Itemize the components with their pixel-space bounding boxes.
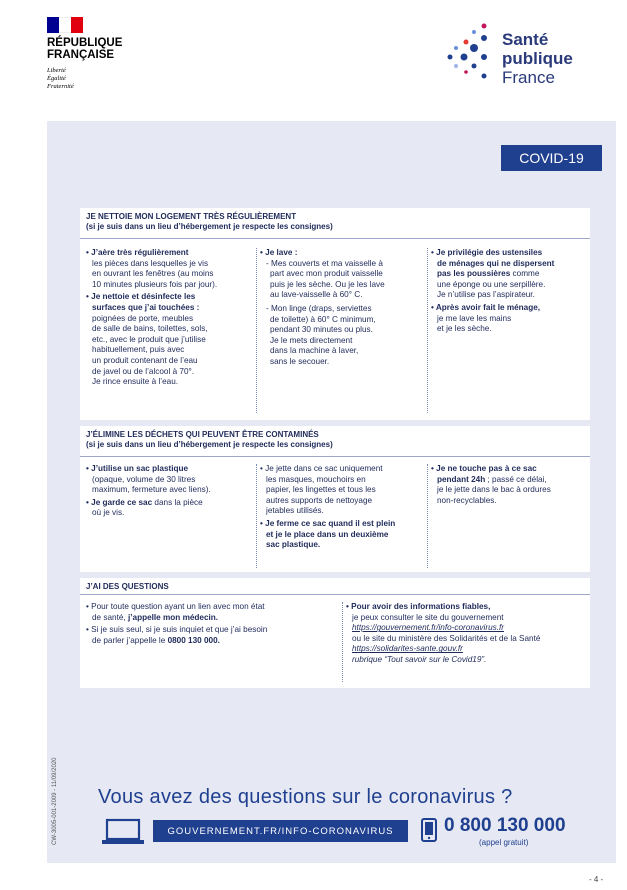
- section-divider: [80, 456, 590, 457]
- text-line: dans la pièce: [152, 497, 203, 507]
- rf-title-line2: FRANÇAISE: [47, 49, 115, 61]
- list-item: [86, 464, 254, 496]
- rf-motto-egalite: Égalité: [47, 75, 66, 82]
- list-item: [260, 519, 425, 551]
- french-flag-logo: [47, 17, 83, 33]
- text-line: une éponge ou une serpillère.: [437, 279, 546, 289]
- page-number: - 4 -: [589, 875, 604, 884]
- text-line: sans le secouer.: [270, 356, 330, 366]
- text-line: - Mon linge (draps, serviettes: [266, 303, 372, 313]
- bold-text: • Je nettoie et désinfecte les: [86, 292, 196, 302]
- spf-line2: publique: [502, 49, 573, 68]
- cleaning-col1: [86, 248, 254, 390]
- bold-text: j’appelle mon médecin.: [127, 612, 219, 622]
- sante-publique-france-logo: [502, 30, 573, 87]
- list-item: [346, 602, 586, 666]
- text-line: puis je les sèche. Ou je les lave: [270, 279, 385, 289]
- bold-text: et je le place dans un deuxième: [266, 529, 389, 539]
- list-item: [86, 602, 336, 623]
- list-item: [86, 248, 254, 290]
- bold-text: • Je ferme ce sac quand il est plein: [260, 518, 396, 528]
- section-cleaning-subtitle: (si je suis dans un lieu d’hébergement je respecte les consignes): [86, 222, 333, 231]
- waste-col2: [260, 464, 425, 553]
- bold-text: sac plastique.: [266, 540, 321, 550]
- rf-motto-fraternite: Fraternité: [47, 83, 74, 90]
- section-questions-heading: [86, 582, 169, 592]
- text-line: de parler j’appelle le: [92, 635, 168, 645]
- text-line: part avec mon produit vaisselle: [270, 269, 383, 279]
- text-line: • Pour toute question ayant un lien avec mon état: [86, 602, 265, 611]
- section-divider: [80, 594, 590, 595]
- text-line: autres supports de nettoyage: [266, 495, 373, 505]
- text-line: je peux consulter le site du gouvernement: [352, 612, 504, 622]
- cleaning-col3: [431, 248, 587, 337]
- gouvernement-url-button[interactable]: GOUVERNEMENT.FR/INFO-CORONAVIRUS: [153, 820, 408, 842]
- text-line: maximum, fermeture avec liens).: [92, 485, 211, 495]
- text-line: comme: [510, 269, 540, 279]
- spf-line1: Santé: [502, 30, 549, 49]
- text-line: - Mes couverts et ma vaisselle à: [266, 258, 383, 268]
- bold-text: • Je lave :: [260, 248, 298, 257]
- text-line: en ouvrant les fenêtres (au moins: [92, 269, 214, 279]
- bold-text: • Pour avoir des informations fiables,: [346, 602, 491, 611]
- text-line: et je les sèche.: [437, 324, 492, 334]
- text-line: de santé,: [92, 612, 128, 622]
- solidarites-sante-link[interactable]: https://solidarites-sante.gouv.fr: [352, 644, 463, 654]
- text-line: papier, les lingettes et tous les: [266, 485, 376, 495]
- text-line: où je vis.: [92, 508, 125, 518]
- section-divider: [80, 238, 590, 239]
- text-line: ; passé ce délai,: [485, 474, 547, 484]
- bold-text: • Après avoir fait le ménage,: [431, 302, 541, 312]
- bold-text: surfaces que j’ai touchées :: [92, 302, 200, 312]
- list-item: [260, 248, 425, 368]
- bold-text: pendant 24h: [437, 474, 486, 484]
- section-cleaning-title: JE NETTOIE MON LOGEMENT TRÈS RÉGULIÈREMENT: [86, 212, 297, 221]
- text-line: • Si je suis seul, si je suis inquiet et que j’ai besoin: [86, 625, 268, 635]
- text-line: non-recyclables.: [437, 495, 497, 505]
- waste-col1: [86, 464, 254, 521]
- rf-motto-liberte: Liberté: [47, 67, 66, 74]
- text-line: de toilette) à 60° C minimum,: [270, 314, 376, 324]
- text-line: jetables utilisés.: [266, 506, 324, 516]
- text-line: les masques, mouchoirs en: [266, 474, 366, 484]
- text-line: un produit contenant de l’eau: [92, 355, 198, 365]
- list-item: [86, 292, 254, 387]
- text-line: habituellement, puis avec: [92, 345, 185, 355]
- questions-col1: [86, 602, 336, 648]
- bold-text: • J’aère très régulièrement: [86, 248, 189, 257]
- section-waste-heading: [86, 430, 333, 450]
- list-item: [431, 248, 587, 301]
- waste-col3: [431, 464, 587, 508]
- text-line: pendant 30 minutes ou plus.: [270, 325, 373, 335]
- text-line: poignées de porte, meubles: [92, 313, 194, 323]
- list-item: [260, 464, 425, 517]
- section-waste-title: J’ÉLIMINE LES DÉCHETS QUI PEUVENT ÊTRE CONTAMINÉS: [86, 430, 319, 439]
- list-item: [86, 625, 336, 646]
- text-line: 10 minutes plusieurs fois par jour).: [92, 279, 218, 289]
- text-line: • Je jette dans ce sac uniquement: [260, 464, 383, 473]
- text-line: (opaque, volume de 30 litres: [92, 474, 196, 484]
- laptop-icon: [101, 818, 145, 846]
- text-line: de javel ou de l’alcool à 70°.: [92, 366, 195, 376]
- section-waste: [80, 426, 590, 572]
- column-divider: [256, 464, 257, 568]
- text-line: Je rince ensuite à l’eau.: [92, 377, 179, 387]
- phone-note: (appel gratuit): [479, 838, 529, 847]
- phone-icon: [421, 818, 437, 842]
- spf-dots-logo-icon: [444, 22, 496, 94]
- section-questions: [80, 578, 590, 688]
- text-line: de salle de bains, toilettes, sols,: [92, 324, 208, 334]
- bold-text: de ménages qui ne dispersent: [437, 258, 555, 268]
- column-divider: [427, 464, 428, 568]
- gouvernement-link[interactable]: https://gouvernement.fr/info-coronavirus.fr: [352, 623, 504, 633]
- column-divider: [427, 248, 428, 413]
- cleaning-col2: [260, 248, 425, 370]
- column-divider: [342, 602, 343, 682]
- text-line: je me lave les mains: [437, 313, 512, 323]
- text-line: les pièces dans lesquelles je vis: [92, 258, 209, 268]
- questions-col2: [346, 602, 586, 668]
- bold-text: 0800 130 000.: [167, 635, 220, 645]
- rf-title-line1: RÉPUBLIQUE: [47, 37, 123, 49]
- bold-text: • J’utilise un sac plastique: [86, 464, 189, 473]
- section-waste-subtitle: (si je suis dans un lieu d’hébergement je respecte les consignes): [86, 440, 333, 449]
- text-line: Je le mets directement: [270, 335, 353, 345]
- section-cleaning-heading: [86, 212, 333, 232]
- section-questions-title: J’AI DES QUESTIONS: [86, 582, 169, 591]
- text-line: rubrique “Tout savoir sur le Covid19”.: [352, 654, 487, 664]
- text-line: au lave-vaisselle à 60° C.: [270, 290, 363, 300]
- text-line: dans la machine à laver,: [270, 346, 359, 356]
- footer-question: Vous avez des questions sur le coronavirus ?: [98, 786, 513, 808]
- bold-text: • Je privilégie des ustensiles: [431, 248, 543, 257]
- document-reference: CW-3005-001-2009 - 11/09/2020: [52, 757, 58, 845]
- bold-text: • Je garde ce sac: [86, 497, 153, 507]
- text-line: je le jette dans le bac à ordures: [437, 485, 551, 495]
- text-line: Je n’utilise pas l’aspirateur.: [437, 290, 535, 300]
- republique-francaise-title: [47, 37, 122, 61]
- bold-text: pas les poussières: [437, 269, 511, 279]
- spf-line3: France: [502, 68, 555, 87]
- text-line: ou le site du ministère des Solidarités et de la Santé: [352, 633, 541, 643]
- section-cleaning: [80, 208, 590, 420]
- rf-motto: [47, 67, 74, 91]
- covid-badge: COVID-19: [501, 145, 602, 171]
- text-line: etc., avec le produit que j’utilise: [92, 334, 206, 344]
- list-item: [431, 464, 587, 506]
- phone-number[interactable]: 0 800 130 000: [444, 815, 566, 836]
- list-item: [431, 303, 587, 335]
- bold-text: • Je ne touche pas à ce sac: [431, 464, 537, 473]
- column-divider: [256, 248, 257, 413]
- list-item: [86, 498, 254, 519]
